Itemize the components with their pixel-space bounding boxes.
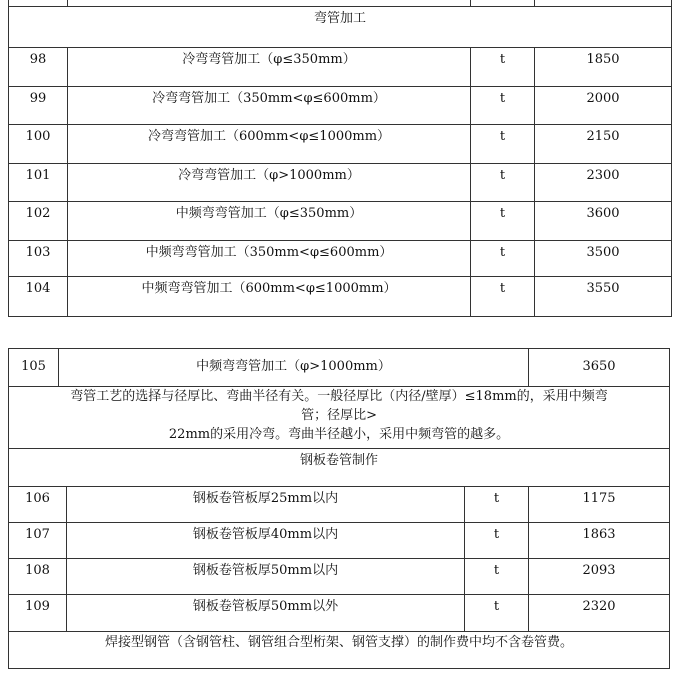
item-price: 1850 — [535, 47, 672, 86]
table-row — [9, 523, 670, 559]
item-number: 103 — [9, 240, 68, 276]
footer-note-row — [9, 632, 670, 669]
item-number: 109 — [9, 595, 67, 632]
note-row — [9, 387, 670, 449]
item-name: 中频弯弯管加工（600mm<φ≤1000mm） — [68, 276, 471, 316]
item-number: 104 — [9, 276, 68, 316]
table-row — [9, 559, 670, 595]
item-number: 98 — [9, 47, 68, 86]
item-unit: t — [465, 523, 529, 559]
section-title-bending: 弯管加工 — [9, 6, 672, 47]
item-name: 中频弯弯管加工（φ>1000mm） — [59, 349, 529, 387]
item-number: 108 — [9, 559, 67, 595]
item-price: 3550 — [535, 276, 672, 316]
item-price: 3650 — [529, 349, 670, 387]
table-row — [9, 240, 672, 276]
item-unit: t — [465, 487, 529, 523]
item-name: 中频弯弯管加工（φ≤350mm） — [68, 201, 471, 240]
item-name: 冷弯弯管加工（φ>1000mm） — [68, 163, 471, 201]
table-row — [9, 86, 672, 124]
item-number: 100 — [9, 124, 68, 163]
item-number: 107 — [9, 523, 67, 559]
footer-note: 焊接型钢管（含钢管柱、钢管组合型桁架、钢管支撑）的制作费中均不含卷管费。 — [9, 632, 670, 669]
section-title-rolled-pipe: 钢板卷管制作 — [9, 449, 670, 487]
table-row — [9, 47, 672, 86]
item-unit: t — [471, 124, 535, 163]
table-rolled-pipe — [8, 348, 670, 669]
item-name: 钢板卷管板厚25mm以内 — [67, 487, 465, 523]
table-row — [9, 276, 672, 316]
item-unit: t — [471, 47, 535, 86]
process-note-line: 管；径厚比> — [301, 408, 377, 423]
item-unit: t — [471, 201, 535, 240]
item-price: 2320 — [529, 595, 670, 632]
table-row — [9, 595, 670, 632]
section-title-row — [9, 449, 670, 487]
process-note-line: 22mm的采用冷弯。弯曲半径越小，采用中频弯管的越多。 — [168, 427, 510, 442]
table-bending — [8, 0, 672, 317]
item-name: 冷弯弯管加工（φ≤350mm） — [68, 47, 471, 86]
item-name: 中频弯弯管加工（350mm<φ≤600mm） — [68, 240, 471, 276]
table-row — [9, 487, 670, 523]
item-price: 2000 — [535, 86, 672, 124]
table-row — [9, 163, 672, 201]
item-unit: t — [471, 240, 535, 276]
item-price: 2150 — [535, 124, 672, 163]
item-number: 101 — [9, 163, 68, 201]
item-name: 冷弯弯管加工（600mm<φ≤1000mm） — [68, 124, 471, 163]
item-number: 102 — [9, 201, 68, 240]
table-row — [9, 349, 670, 387]
item-unit: t — [471, 86, 535, 124]
item-unit: t — [465, 595, 529, 632]
item-price: 2300 — [535, 163, 672, 201]
section-title-row — [9, 6, 672, 47]
item-price: 2093 — [529, 559, 670, 595]
item-price: 3600 — [535, 201, 672, 240]
item-name: 钢板卷管板厚50mm以外 — [67, 595, 465, 632]
item-unit: t — [471, 276, 535, 316]
table-row — [9, 201, 672, 240]
item-unit: t — [471, 163, 535, 201]
item-price: 1175 — [529, 487, 670, 523]
item-name: 冷弯弯管加工（350mm<φ≤600mm） — [68, 86, 471, 124]
item-number: 99 — [9, 86, 68, 124]
process-note-line: 弯管工艺的选择与径厚比、弯曲半径有关。一般径厚比（内径/壁厚）≤18mm的，采用中频弯 — [70, 389, 608, 404]
item-name: 钢板卷管板厚40mm以内 — [67, 523, 465, 559]
item-unit: t — [465, 559, 529, 595]
item-name: 钢板卷管板厚50mm以内 — [67, 559, 465, 595]
item-number: 105 — [9, 349, 59, 387]
table-row — [9, 124, 672, 163]
item-price: 3500 — [535, 240, 672, 276]
item-price: 1863 — [529, 523, 670, 559]
item-number: 106 — [9, 487, 67, 523]
process-note — [9, 387, 670, 449]
